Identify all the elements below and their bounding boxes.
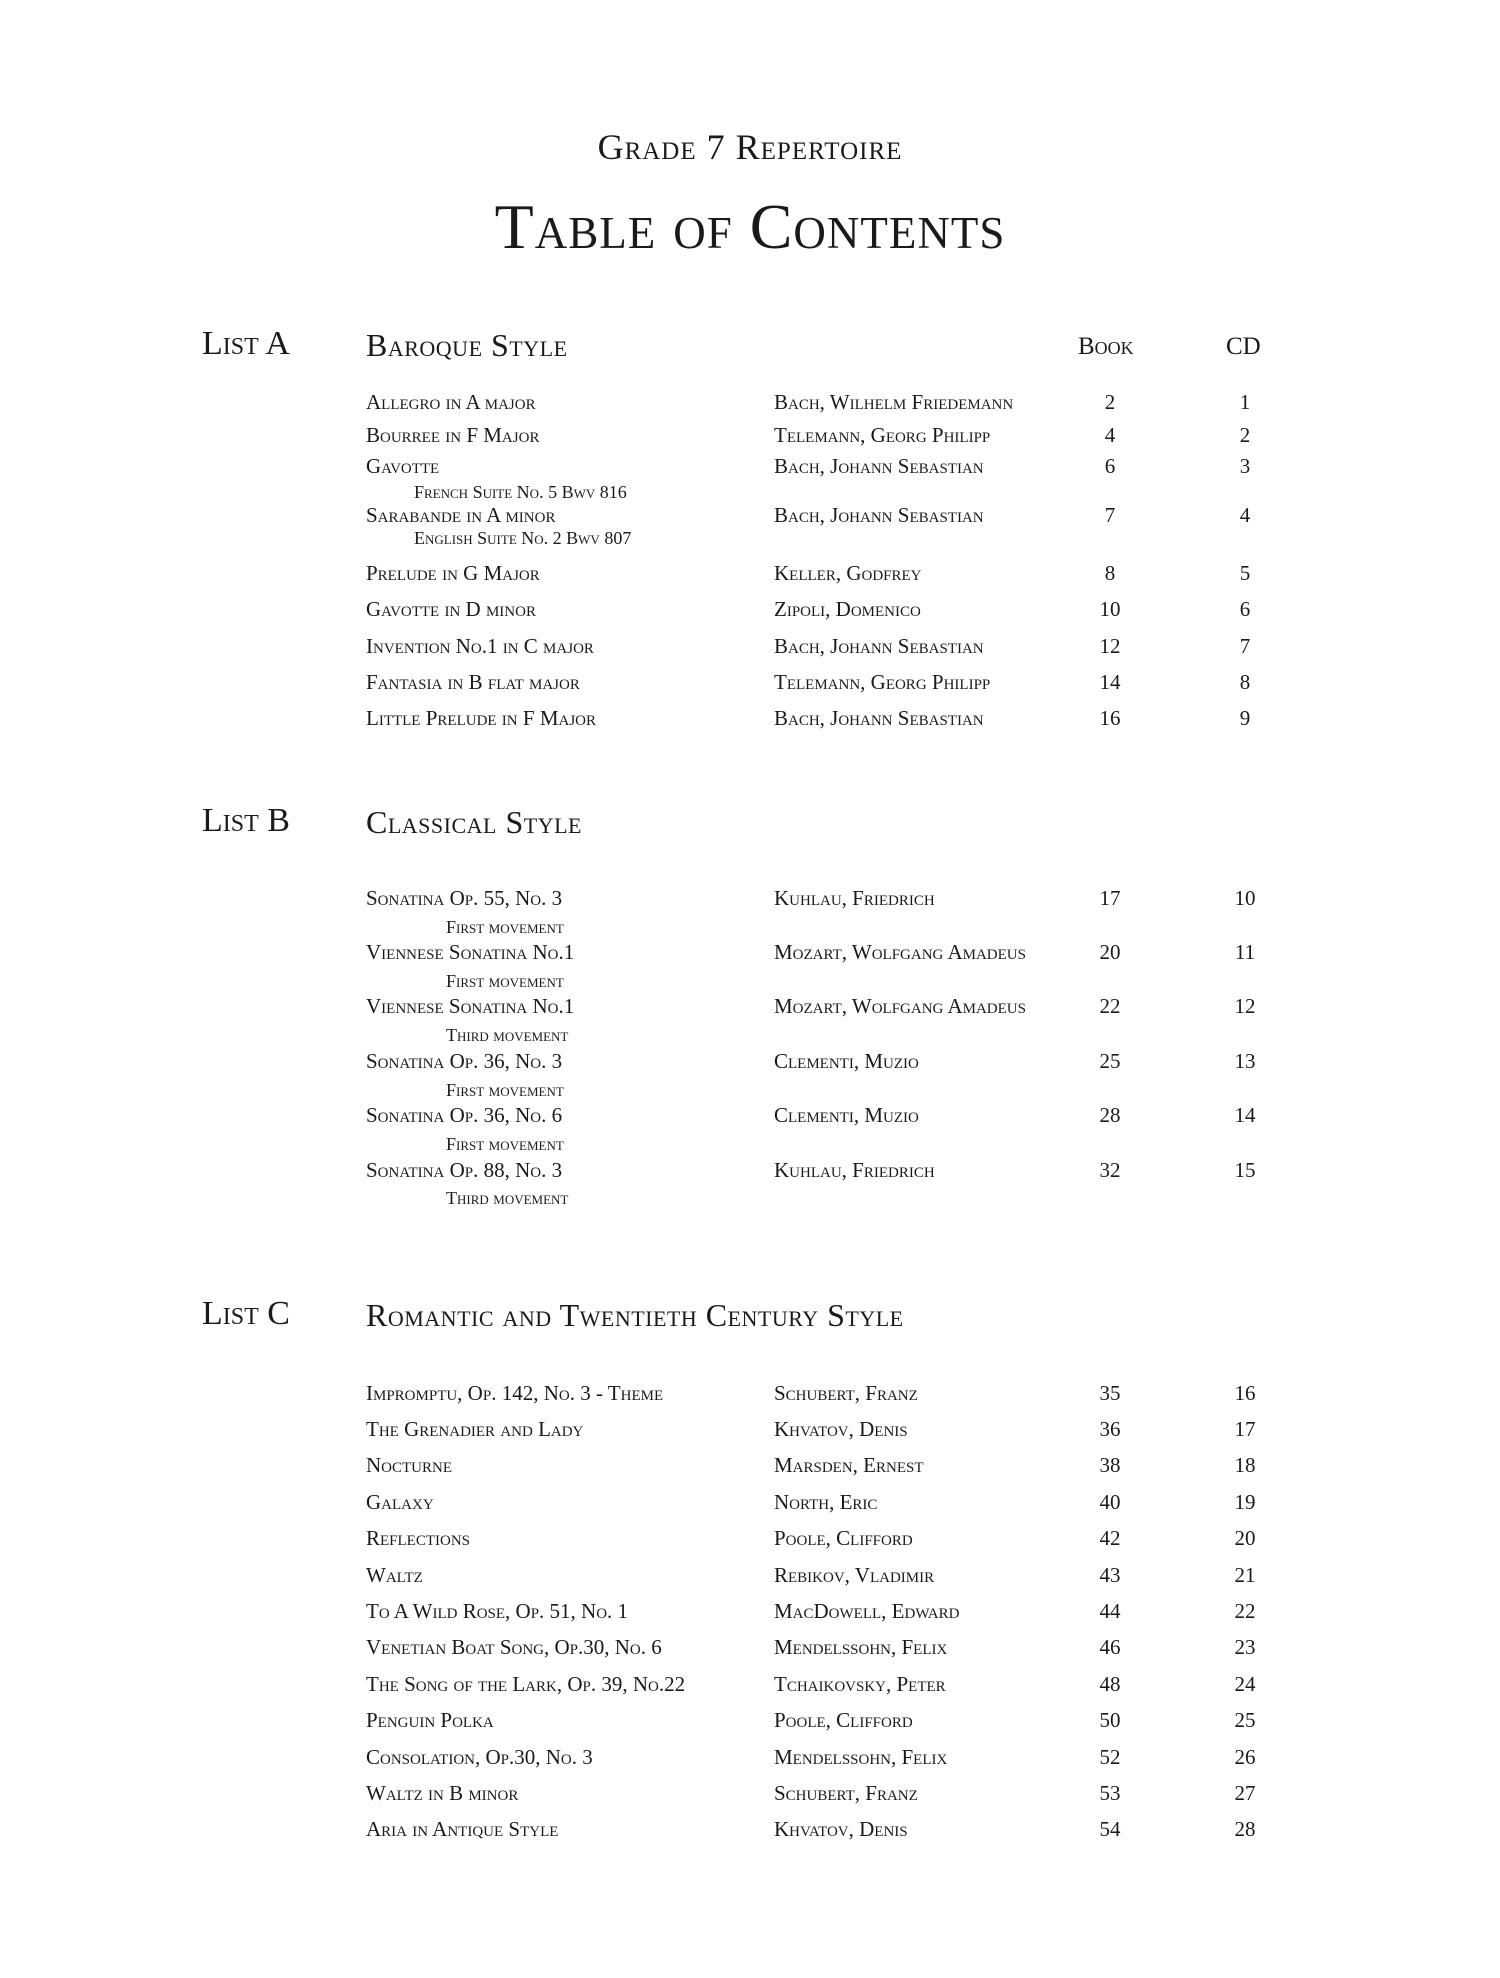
piece-title: Invention No.1 in C major [366,634,594,658]
book-page: 38 [1099,1453,1121,1477]
composer: Schubert, Franz [774,1781,918,1805]
book-page: 14 [1099,670,1121,694]
movement-label: First movement [446,1080,564,1100]
list-b-label: List B [202,802,290,839]
list-b-row[interactable] [0,1103,1500,1133]
book-page: 22 [1099,994,1121,1018]
composer: Mendelssohn, Felix [774,1635,948,1659]
composer: Khvatov, Denis [774,1417,908,1441]
composer: Zipoli, Domenico [774,597,921,621]
cd-track: 8 [1239,670,1251,694]
cd-track: 21 [1234,1563,1256,1587]
piece-subtitle: French Suite No. 5 Bwv 816 [414,482,627,502]
movement-label: First movement [446,917,564,937]
list-c-row[interactable] [0,1490,1500,1520]
composer: Tchaikovsky, Peter [774,1672,946,1696]
movement-label: First movement [446,971,564,991]
composer: Telemann, Georg Philipp [774,670,991,694]
list-c-row[interactable] [0,1599,1500,1629]
composer: North, Eric [774,1490,878,1514]
book-page: 8 [1104,561,1116,585]
list-a-row[interactable] [0,561,1500,591]
composer: Khvatov, Denis [774,1817,908,1841]
cd-track: 15 [1234,1158,1256,1182]
composer: Kuhlau, Friedrich [774,886,935,910]
book-page: 10 [1099,597,1121,621]
cd-track: 13 [1234,1049,1256,1073]
piece-title: Gavotte in D minor [366,597,536,621]
book-page: 44 [1099,1599,1121,1623]
list-c-row[interactable] [0,1635,1500,1665]
composer: Bach, Wilhelm Friedemann [774,390,1014,414]
book-page: 16 [1099,706,1121,730]
list-b-row[interactable] [0,1158,1500,1188]
piece-title: Sonatina Op. 55, No. 3 [366,886,563,910]
piece-title: Fantasia in B flat major [366,670,580,694]
piece-title: Little Prelude in F Major [366,706,596,730]
piece-title: Sarabande in A minor [366,503,556,527]
piece-title: Nocturne [366,1453,452,1477]
list-c-row[interactable] [0,1817,1500,1847]
list-c-row[interactable] [0,1417,1500,1447]
cd-track: 9 [1239,706,1251,730]
list-c-label: List C [202,1295,290,1332]
list-a-row[interactable] [0,454,1500,484]
composer: Mozart, Wolfgang Amadeus [774,994,1026,1018]
piece-title: Consolation, Op.30, No. 3 [366,1745,593,1769]
book-page: 35 [1099,1381,1121,1405]
movement-label: Third movement [446,1188,569,1208]
book-page: 43 [1099,1563,1121,1587]
cd-track: 22 [1234,1599,1256,1623]
composer: Bach, Johann Sebastian [774,454,984,478]
book-page: 12 [1099,634,1121,658]
list-a-row[interactable] [0,706,1500,736]
list-c-row[interactable] [0,1526,1500,1556]
list-b-row[interactable] [0,886,1500,916]
list-a-row[interactable] [0,597,1500,627]
book-page: 46 [1099,1635,1121,1659]
composer: Keller, Godfrey [774,561,922,585]
list-c-row[interactable] [0,1781,1500,1811]
composer: Bach, Johann Sebastian [774,634,984,658]
piece-title: Reflections [366,1526,471,1550]
piece-title: Aria in Antique Style [366,1817,559,1841]
list-a-row[interactable] [0,390,1500,420]
cd-track: 12 [1234,994,1256,1018]
book-page: 28 [1099,1103,1121,1127]
list-b-heading: Classical Style [366,804,582,840]
composer: Poole, Clifford [774,1708,913,1732]
list-c-row[interactable] [0,1453,1500,1483]
book-page: 6 [1104,454,1116,478]
list-a-heading: Baroque Style [366,327,568,363]
movement-label: Third movement [446,1025,569,1045]
book-page: 25 [1099,1049,1121,1073]
piece-title: Viennese Sonatina No.1 [366,940,575,964]
list-a-row[interactable] [0,503,1500,533]
page-subtitle: Grade 7 Repertoire [597,127,903,167]
list-c-row[interactable] [0,1745,1500,1775]
piece-title: The Song of the Lark, Op. 39, No.22 [366,1672,686,1696]
piece-title: To A Wild Rose, Op. 51, No. 1 [366,1599,629,1623]
cd-track: 14 [1234,1103,1256,1127]
cd-track: 17 [1234,1417,1256,1441]
cd-track: 25 [1234,1708,1256,1732]
cd-track: 26 [1234,1745,1256,1769]
list-a-row[interactable] [0,670,1500,700]
cd-track: 24 [1234,1672,1256,1696]
composer: Rebikov, Vladimir [774,1563,935,1587]
list-c-row[interactable] [0,1381,1500,1411]
book-page: 40 [1099,1490,1121,1514]
cd-track: 4 [1239,503,1251,527]
piece-title: Galaxy [366,1490,434,1514]
piece-title: Waltz [366,1563,423,1587]
piece-title: Impromptu, Op. 142, No. 3 - Theme [366,1381,664,1405]
book-page: 53 [1099,1781,1121,1805]
list-c-row[interactable] [0,1563,1500,1593]
composer: Poole, Clifford [774,1526,913,1550]
piece-title: Bourree in F Major [366,423,540,447]
book-column-header: Book [1078,333,1134,360]
cd-track: 16 [1234,1381,1256,1405]
movement-label: First movement [446,1134,564,1154]
piece-title: Sonatina Op. 88, No. 3 [366,1158,563,1182]
composer: Marsden, Ernest [774,1453,924,1477]
piece-title: The Grenadier and Lady [366,1417,584,1441]
list-b-row[interactable] [0,940,1500,970]
list-c-row[interactable] [0,1708,1500,1738]
cd-track: 2 [1239,423,1251,447]
book-page: 50 [1099,1708,1121,1732]
book-page: 2 [1104,390,1116,414]
composer: Bach, Johann Sebastian [774,706,984,730]
book-page: 36 [1099,1417,1121,1441]
piece-title: Prelude in G Major [366,561,540,585]
cd-track: 3 [1239,454,1251,478]
piece-title: Sonatina Op. 36, No. 3 [366,1049,563,1073]
book-page: 7 [1104,503,1116,527]
list-a-label: List A [202,325,290,362]
book-page: 17 [1099,886,1121,910]
piece-title: Allegro in A major [366,390,536,414]
book-page: 54 [1099,1817,1121,1841]
list-a-row[interactable] [0,634,1500,664]
piece-subtitle: English Suite No. 2 Bwv 807 [414,528,632,548]
cd-track: 28 [1234,1817,1256,1841]
piece-title: Sonatina Op. 36, No. 6 [366,1103,563,1127]
book-page: 52 [1099,1745,1121,1769]
cd-track: 27 [1234,1781,1256,1805]
composer: Bach, Johann Sebastian [774,503,984,527]
piece-title: Penguin Polka [366,1708,494,1732]
list-b-row[interactable] [0,994,1500,1024]
piece-title: Venetian Boat Song, Op.30, No. 6 [366,1635,662,1659]
cd-column-header: CD [1226,333,1261,360]
composer: Clementi, Muzio [774,1103,919,1127]
cd-track: 11 [1234,940,1256,964]
composer: Kuhlau, Friedrich [774,1158,935,1182]
piece-title: Gavotte [366,454,440,478]
list-a-row[interactable] [0,423,1500,453]
cd-track: 10 [1234,886,1256,910]
composer: Clementi, Muzio [774,1049,919,1073]
composer: MacDowell, Edward [774,1599,960,1623]
book-page: 48 [1099,1672,1121,1696]
cd-track: 7 [1239,634,1251,658]
cd-track: 18 [1234,1453,1256,1477]
composer: Telemann, Georg Philipp [774,423,991,447]
book-page: 4 [1104,423,1116,447]
piece-title: Waltz in B minor [366,1781,519,1805]
list-c-heading: Romantic and Twentieth Century Style [366,1297,904,1333]
composer: Mozart, Wolfgang Amadeus [774,940,1026,964]
cd-track: 20 [1234,1526,1256,1550]
composer: Schubert, Franz [774,1381,918,1405]
list-b-row[interactable] [0,1049,1500,1079]
composer: Mendelssohn, Felix [774,1745,948,1769]
piece-title: Viennese Sonatina No.1 [366,994,575,1018]
book-page: 20 [1099,940,1121,964]
page-title: Table of Contents [494,191,1006,262]
cd-track: 5 [1239,561,1251,585]
book-page: 32 [1099,1158,1121,1182]
cd-track: 23 [1234,1635,1256,1659]
cd-track: 1 [1239,390,1251,414]
cd-track: 6 [1239,597,1251,621]
book-page: 42 [1099,1526,1121,1550]
cd-track: 19 [1234,1490,1256,1514]
list-c-row[interactable] [0,1672,1500,1702]
